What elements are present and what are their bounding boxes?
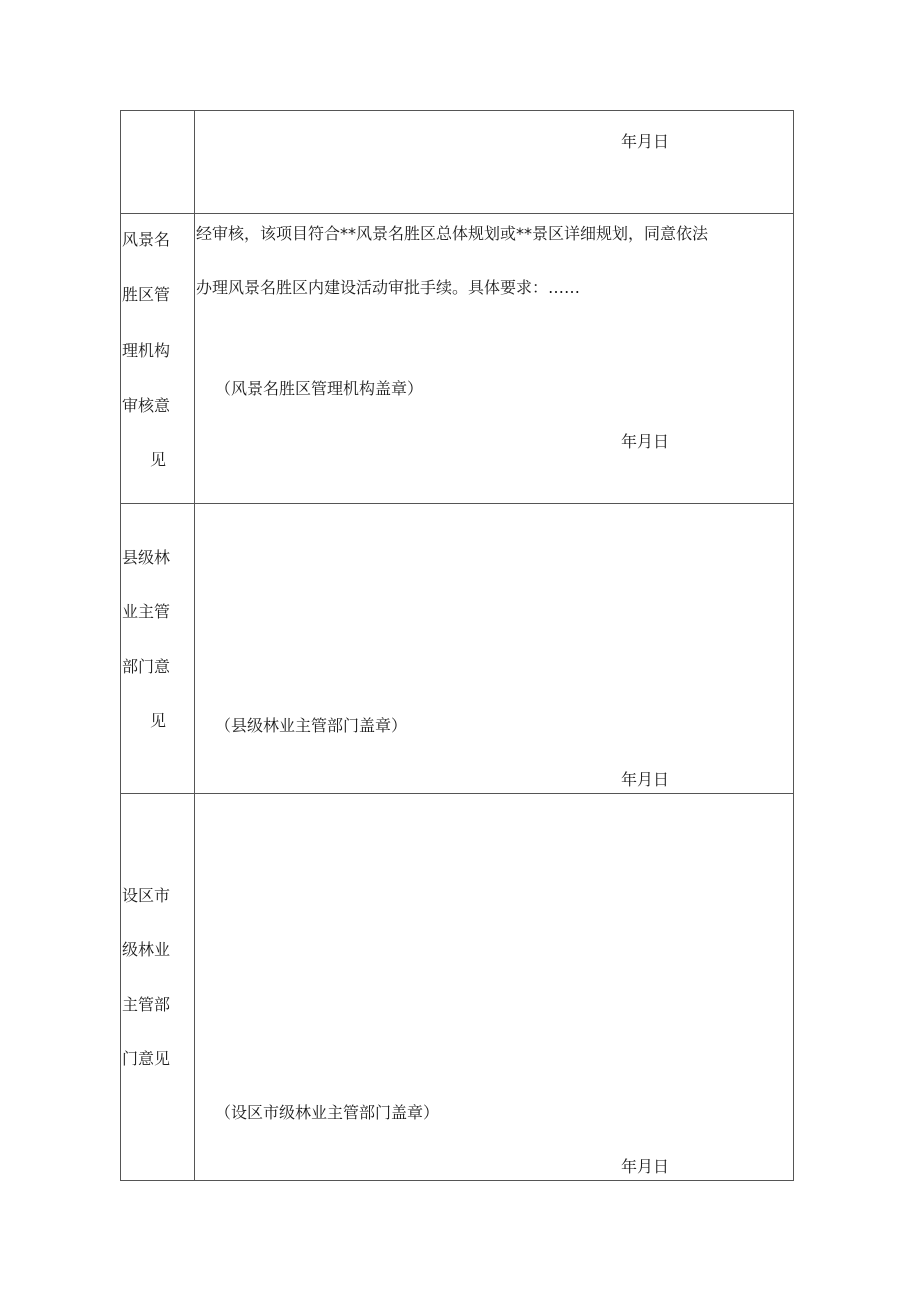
date-field: 年月日 bbox=[621, 1157, 670, 1176]
row-label-line: 主管部 bbox=[122, 995, 171, 1014]
date-field: 年月日 bbox=[621, 770, 670, 789]
form-row-previous bbox=[121, 111, 793, 214]
row-label-line: 部门意 bbox=[122, 657, 171, 676]
row-label-line: 风景名 bbox=[122, 230, 171, 249]
row-label-line: 理机构 bbox=[122, 341, 171, 360]
row-label-cell bbox=[121, 794, 195, 1180]
row-content-cell bbox=[195, 794, 793, 1180]
row-label-line: 设区市 bbox=[122, 886, 171, 905]
review-text-line: 办理风景名胜区内建设活动审批手续。具体要求：…… bbox=[196, 278, 581, 297]
row-label-line: 门意见 bbox=[122, 1049, 171, 1068]
date-field: 年月日 bbox=[621, 432, 670, 451]
row-label-cell bbox=[121, 214, 195, 503]
review-text-line: 经审核，该项目符合**风景名胜区总体规划或**景区详细规划，同意依法 bbox=[196, 224, 709, 243]
seal-note: （设区市级林业主管部门盖章） bbox=[215, 1103, 440, 1122]
row-label-line: 审核意 bbox=[122, 396, 171, 415]
row-label-cell bbox=[121, 111, 195, 213]
form-row-city-forestry bbox=[121, 794, 793, 1180]
row-label-line: 见 bbox=[149, 711, 166, 730]
row-content-cell bbox=[195, 504, 793, 793]
row-label-line: 县级林 bbox=[122, 548, 171, 567]
row-label-line: 胜区管 bbox=[122, 285, 171, 304]
form-row-scenic-area-review bbox=[121, 214, 793, 504]
form-row-county-forestry bbox=[121, 504, 793, 794]
row-label-cell bbox=[121, 504, 195, 793]
row-label-line: 见 bbox=[149, 450, 166, 469]
date-field: 年月日 bbox=[621, 132, 670, 151]
row-content-cell bbox=[195, 111, 793, 213]
row-content-cell bbox=[195, 214, 793, 503]
row-label-line: 级林业 bbox=[122, 940, 171, 959]
seal-note: （县级林业主管部门盖章） bbox=[215, 716, 408, 735]
seal-note: （风景名胜区管理机构盖章） bbox=[215, 379, 424, 398]
approval-form-table bbox=[120, 110, 794, 1181]
row-label-line: 业主管 bbox=[122, 602, 171, 621]
